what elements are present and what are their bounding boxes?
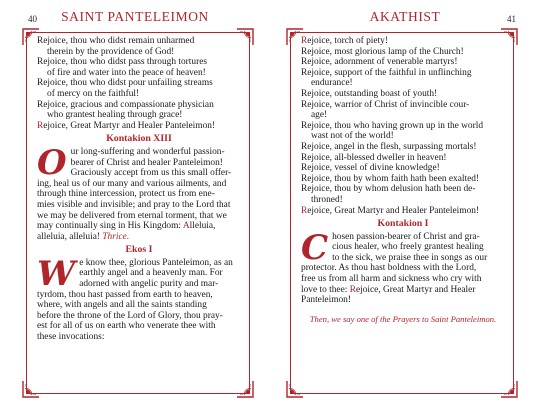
refrain-text: ejoice, Great Martyr and Healer Panteleimon! <box>307 205 480 216</box>
rejoice-line: Rejoice, thou who didst remain unharmed <box>37 36 195 46</box>
para-line: est for all of us on earth who venerate thee with <box>37 321 216 332</box>
para-line <box>301 285 505 296</box>
para-line: these invocations: <box>37 332 105 343</box>
para-line: before the throne of the Lord of Glory, thou pray- <box>37 310 223 321</box>
rejoice-line: Rejoice, all-blessed dweller in heaven! <box>301 152 447 163</box>
running-head: SAINT PANTELEIMON <box>61 9 209 24</box>
kontakion-paragraph <box>37 142 241 242</box>
para-line: protector. As thou hast boldness with the Lord, <box>301 263 477 274</box>
para-line: Graciously accept from us this small offer- <box>70 168 232 179</box>
para-line: Panteleimon! <box>301 295 351 306</box>
para-line: adorned with angelic purity and mar- <box>79 279 219 290</box>
refrain-text: ejoice, Great Martyr and Healer Panteleimon! <box>43 120 216 131</box>
para-line: through thine intercession, protect us from ene- <box>37 189 215 200</box>
rejoice-initial: R <box>301 36 308 46</box>
para-line <box>37 232 241 243</box>
refrain-initial: R <box>37 120 44 131</box>
para-line: ur long-suffering and wonderful passion- <box>70 146 225 157</box>
rejoice-line-cont: who grantest healing through grace! <box>47 110 183 121</box>
rejoice-line: Rejoice, thou who didst pass through tortures <box>37 57 208 68</box>
refrain-text: ejoice, Great Martyr and Healer <box>355 284 476 295</box>
ikos-paragraph <box>37 253 241 343</box>
para-line: free us from all harm and sickness who cry with <box>301 274 482 285</box>
rejoice-line <box>301 36 505 47</box>
right-page <box>270 0 540 417</box>
rejoice-line: Rejoice, warrior of Christ of invincible cour- <box>301 99 470 110</box>
kontakion-heading: Kontakion I <box>377 218 429 230</box>
rejoice-line-cont: therein by the providence of God! <box>47 46 175 57</box>
para-line: where, with angels and all the saints standing <box>37 300 207 311</box>
page-number: 41 <box>507 14 516 24</box>
right-text-block <box>301 36 505 324</box>
alleluia-initial: A <box>182 221 190 232</box>
page-number: 40 <box>28 14 37 24</box>
para-text: love to thee: <box>301 284 350 295</box>
rejoice-line: Rejoice, adornment of venerable martyrs! <box>301 57 458 68</box>
corner-ornament-icon <box>500 380 518 398</box>
para-text: may continually sing in His Kingdom: <box>37 221 183 232</box>
rejoice-line: Rejoice, support of the faithful in unflinching <box>301 67 472 78</box>
rejoice-line-cont: wast not of the world! <box>311 131 394 142</box>
page-frame <box>290 32 514 394</box>
para-line: we may be delivered from eternal torment, that we <box>37 210 227 221</box>
drop-cap: W <box>37 253 76 294</box>
rejoice-line-cont: of mercy on the faithful! <box>47 88 140 99</box>
para-line: mies visible and invisible; and pray to the Lord that <box>37 199 231 210</box>
left-text-block <box>37 36 241 343</box>
rejoice-line: Rejoice, outstanding boast of youth! <box>301 88 438 99</box>
para-line: earthly angel and a heavenly man. For <box>79 268 223 279</box>
running-head: AKATHIST <box>369 9 441 24</box>
rejoice-line: Rejoice, thou by whom faith hath been exalted! <box>301 173 480 184</box>
corner-ornament-icon <box>22 380 40 398</box>
ikos-heading: Ekos I <box>125 244 153 256</box>
prayer-rubric: Then, we say one of the Prayers to Saint Panteleimon. <box>309 313 497 324</box>
alleluia-text: lleluia, <box>189 221 216 232</box>
rejoice-line: Rejoice, thou who didst pour unfailing streams <box>37 78 213 89</box>
rejoice-line-cont: age! <box>311 110 328 121</box>
rejoice-line: Rejoice, thou who having grown up in the world <box>301 120 484 131</box>
rejoice-line: Rejoice, most glorious lamp of the Church! <box>301 46 464 57</box>
refrain-initial: R <box>301 205 308 216</box>
rejoice-line: Rejoice, gracious and compassionate physician <box>37 99 214 110</box>
thrice-rubric: Thrice. <box>102 231 130 242</box>
refrain-initial: R <box>349 284 356 295</box>
closing-refrain <box>301 206 505 217</box>
para-line: e know thee, glorious Panteleimon, as an <box>79 257 233 268</box>
para-line: ing, heal us of our many and various ailments, and <box>37 178 227 189</box>
para-line: hosen passion-bearer of Christ and gra- <box>332 231 480 242</box>
rejoice-line: Rejoice, thou by whom delusion hath been de- <box>301 184 476 195</box>
page-frame <box>26 32 250 394</box>
kontakion-paragraph <box>301 227 505 306</box>
para-line: to the sick, we praise thee in songs as our <box>332 252 488 263</box>
drop-cap: O <box>37 142 67 183</box>
closing-refrain <box>37 121 241 132</box>
para-line <box>37 221 241 232</box>
kontakion-heading: Kontakion XIII <box>106 133 172 145</box>
para-line: cious healer, who freely grantest healing <box>332 242 484 253</box>
drop-cap: C <box>301 227 329 268</box>
corner-ornament-icon <box>236 380 254 398</box>
corner-ornament-icon <box>286 380 304 398</box>
alleluia-line: alleluia, alleluia! <box>37 231 100 242</box>
rejoice-line-cont: endurance! <box>311 78 353 89</box>
rejoice-line: Rejoice, angel in the flesh, surpassing mortals! <box>301 141 477 152</box>
rejoice-line: Rejoice, vessel of divine knowledge! <box>301 163 440 174</box>
rejoice-line-cont: of fire and water into the peace of heaven! <box>47 67 206 78</box>
rejoice-text: ejoice, torch of piety! <box>307 36 388 46</box>
rejoice-line-cont: throned! <box>311 194 343 205</box>
para-line: bearer of Christ and healer Panteleimon! <box>70 157 223 168</box>
para-line: tyrdom, thou hast passed from earth to heaven, <box>37 289 213 300</box>
